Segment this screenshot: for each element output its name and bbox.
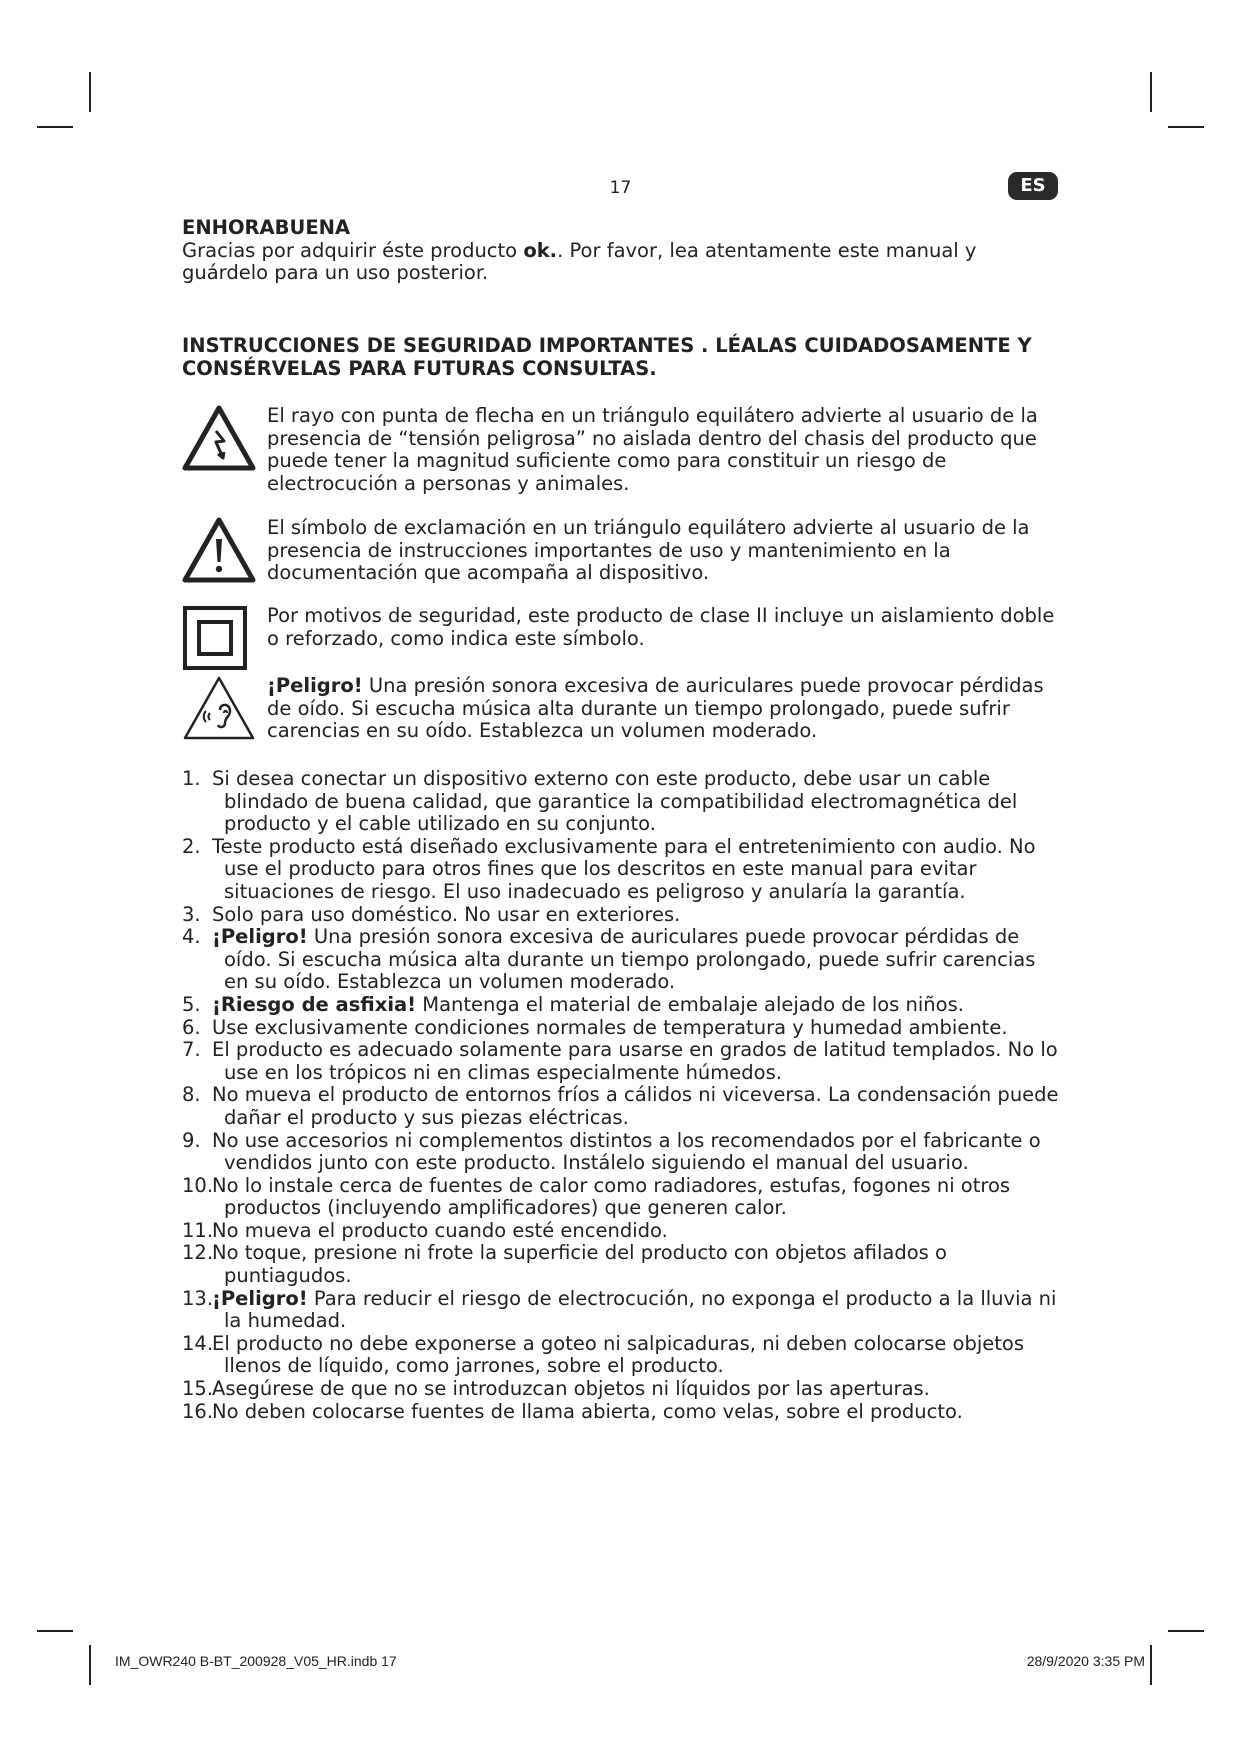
list-item (182, 1017, 1062, 1040)
list-text: Use exclusivamente condiciones normales de temperatura y humedad ambiente. (212, 1015, 1008, 1039)
list-item (182, 904, 1062, 927)
footer-file: IM_OWR240 B-BT_200928_V05_HR.indb 17 (115, 1653, 397, 1669)
lightning-symbol-text: El rayo con punta de flecha en un triángulo equilátero advierte al usuario de la presencia de “tensión peligrosa” no aislada dentro del chasis del producto que puede tener la magnitud suficiente como para constituir un riesgo de electrocución a personas y animales. (267, 404, 1038, 495)
list-number: 9. (182, 1128, 201, 1152)
list-item (182, 768, 1062, 836)
list-number: 5. (182, 992, 201, 1016)
list-text: Si desea conectar un dispositivo externo con este producto, debe usar un cable blindado de buena calidad, que garantice la compatibilidad electromagnética del producto y el cable utilizado en su conjunto. (212, 767, 1018, 836)
list-number: 6. (182, 1015, 201, 1039)
list-text: No use accesorios ni complementos distintos a los recomendados por el fabricante o vendidos junto con este producto. Instálelo siguiendo el manual del usuario. (212, 1128, 1041, 1175)
page-number: 17 (609, 178, 632, 198)
list-text: Teste producto está diseñado exclusivamente para el entretenimiento con audio. No use el producto para otros fines que los descritos en este manual para evitar situaciones de riesgo. El uso inadecuado es peligroso y anularía la garantía. (212, 834, 1036, 903)
list-text: No deben colocarse fuentes de llama abierta, como velas, sobre el producto. (212, 1399, 963, 1423)
list-text: No mueva el producto de entornos fríos a cálidos ni viceversa. La condensación puede dañar el producto y sus piezas eléctricas. (212, 1083, 1059, 1129)
list-number: 16. (182, 1399, 214, 1423)
list-text: El producto es adecuado solamente para usarse en grados de latitud templados. No lo use en los trópicos ni en climas especialmente húmedos. (212, 1038, 1058, 1084)
list-bold: ¡Peligro! (212, 1286, 308, 1310)
exclamation-warning-icon (182, 517, 256, 583)
list-text: No toque, presione ni frote la superficie del producto con objetos afilados o puntiagudos. (212, 1241, 947, 1288)
list-number: 11. (182, 1218, 214, 1242)
safety-heading: INSTRUCCIONES DE SEGURIDAD IMPORTANTES . LÉALAS CUIDADOSAMENTE Y CONSÉRVELAS PARA FUTURAS CONSULTAS. (182, 334, 1032, 380)
exclamation-symbol-text: El símbolo de exclamación en un triángulo equilátero advierte al usuario de la presencia de instrucciones importantes de uso y mantenimiento en la documentación que acompaña al dispositivo. (267, 516, 1030, 585)
instruction-list (182, 768, 1062, 1423)
list-number: 15. (182, 1377, 214, 1401)
lightning-warning-icon (182, 405, 256, 471)
list-bold: ¡Peligro! (212, 925, 308, 949)
intro-section (182, 217, 1062, 285)
crop-mark (1150, 1645, 1152, 1685)
list-number: 3. (182, 902, 201, 926)
list-bold: ¡Riesgo de asfixia! (212, 992, 417, 1016)
language-badge: ES (1008, 172, 1058, 200)
hearing-text: Una presión sonora excesiva de auriculares puede provocar pérdidas de oído. Si escucha música alta durante un tiempo prolongado, puede sufrir carencias en su oído. Establezca un volumen moderado. (267, 674, 1044, 743)
hearing-damage-icon (182, 675, 256, 741)
crop-mark (37, 126, 73, 128)
crop-mark (37, 1630, 73, 1632)
intro-text-end: . Por favor, lea atentamente este manual y guárdelo para un uso posterior. (182, 238, 977, 285)
brand-name: ok. (523, 238, 558, 262)
list-number: 12. (182, 1241, 214, 1265)
crop-mark (1168, 1630, 1204, 1632)
list-item (182, 1039, 1062, 1084)
list-number: 8. (182, 1083, 201, 1107)
list-text: No mueva el producto cuando esté encendido. (212, 1218, 668, 1242)
intro-text-start: Gracias por adquirir éste producto (182, 238, 524, 262)
crop-mark (89, 72, 91, 112)
list-item (182, 1401, 1062, 1424)
crop-mark (1168, 126, 1204, 128)
list-item (182, 1378, 1062, 1401)
list-item (182, 1288, 1062, 1333)
danger-label: ¡Peligro! (267, 674, 363, 697)
double-insulation-icon (182, 605, 248, 671)
crop-mark (89, 1645, 91, 1685)
list-item (182, 994, 1062, 1017)
list-number: 14. (182, 1331, 214, 1355)
list-text: Una presión sonora excesiva de auriculares puede provocar pérdidas de oído. Si escucha música alta durante un tiempo prolongado, puede sufrir carencias en su oído. Establezca un volumen moderado. (224, 925, 1036, 994)
list-number: 13. (182, 1286, 214, 1310)
intro-title: ENHORABUENA (182, 216, 351, 239)
hearing-symbol-text (267, 675, 1067, 743)
list-number: 10. (182, 1173, 214, 1197)
list-text: No lo instale cerca de fuentes de calor como radiadores, estufas, fogones ni otros productos (incluyendo amplificadores) que generen calor. (212, 1173, 1011, 1220)
list-text: Mantenga el material de embalaje alejado de los niños. (416, 992, 964, 1016)
class2-symbol-text: Por motivos de seguridad, este producto de clase II incluye un aislamiento doble o reforzado, como indica este símbolo. (267, 604, 1055, 650)
footer-datetime: 28/9/2020 3:35 PM (1026, 1653, 1145, 1669)
list-text: Para reducir el riesgo de electrocución, no exponga el producto a la lluvia ni la humedad. (224, 1286, 1057, 1333)
list-text: El producto no debe exponerse a goteo ni salpicaduras, ni deben colocarse objetos llenos de líquido, como jarrones, sobre el producto. (212, 1331, 1024, 1378)
list-number: 4. (182, 925, 201, 949)
list-item (182, 926, 1062, 994)
list-item (182, 1175, 1062, 1220)
list-text: Solo para uso doméstico. No usar en exteriores. (212, 902, 681, 926)
list-text: Asegúrese de que no se introduzcan objetos ni líquidos por las aperturas. (212, 1377, 930, 1401)
list-item (182, 1333, 1062, 1378)
crop-mark (1150, 72, 1152, 112)
list-number: 2. (182, 834, 201, 858)
list-item (182, 1242, 1062, 1287)
list-number: 7. (182, 1038, 201, 1062)
list-number: 1. (182, 767, 201, 790)
intro-text (182, 240, 1062, 285)
list-item (182, 1084, 1062, 1129)
list-item (182, 1220, 1062, 1243)
list-item (182, 836, 1062, 904)
list-item (182, 1130, 1062, 1175)
